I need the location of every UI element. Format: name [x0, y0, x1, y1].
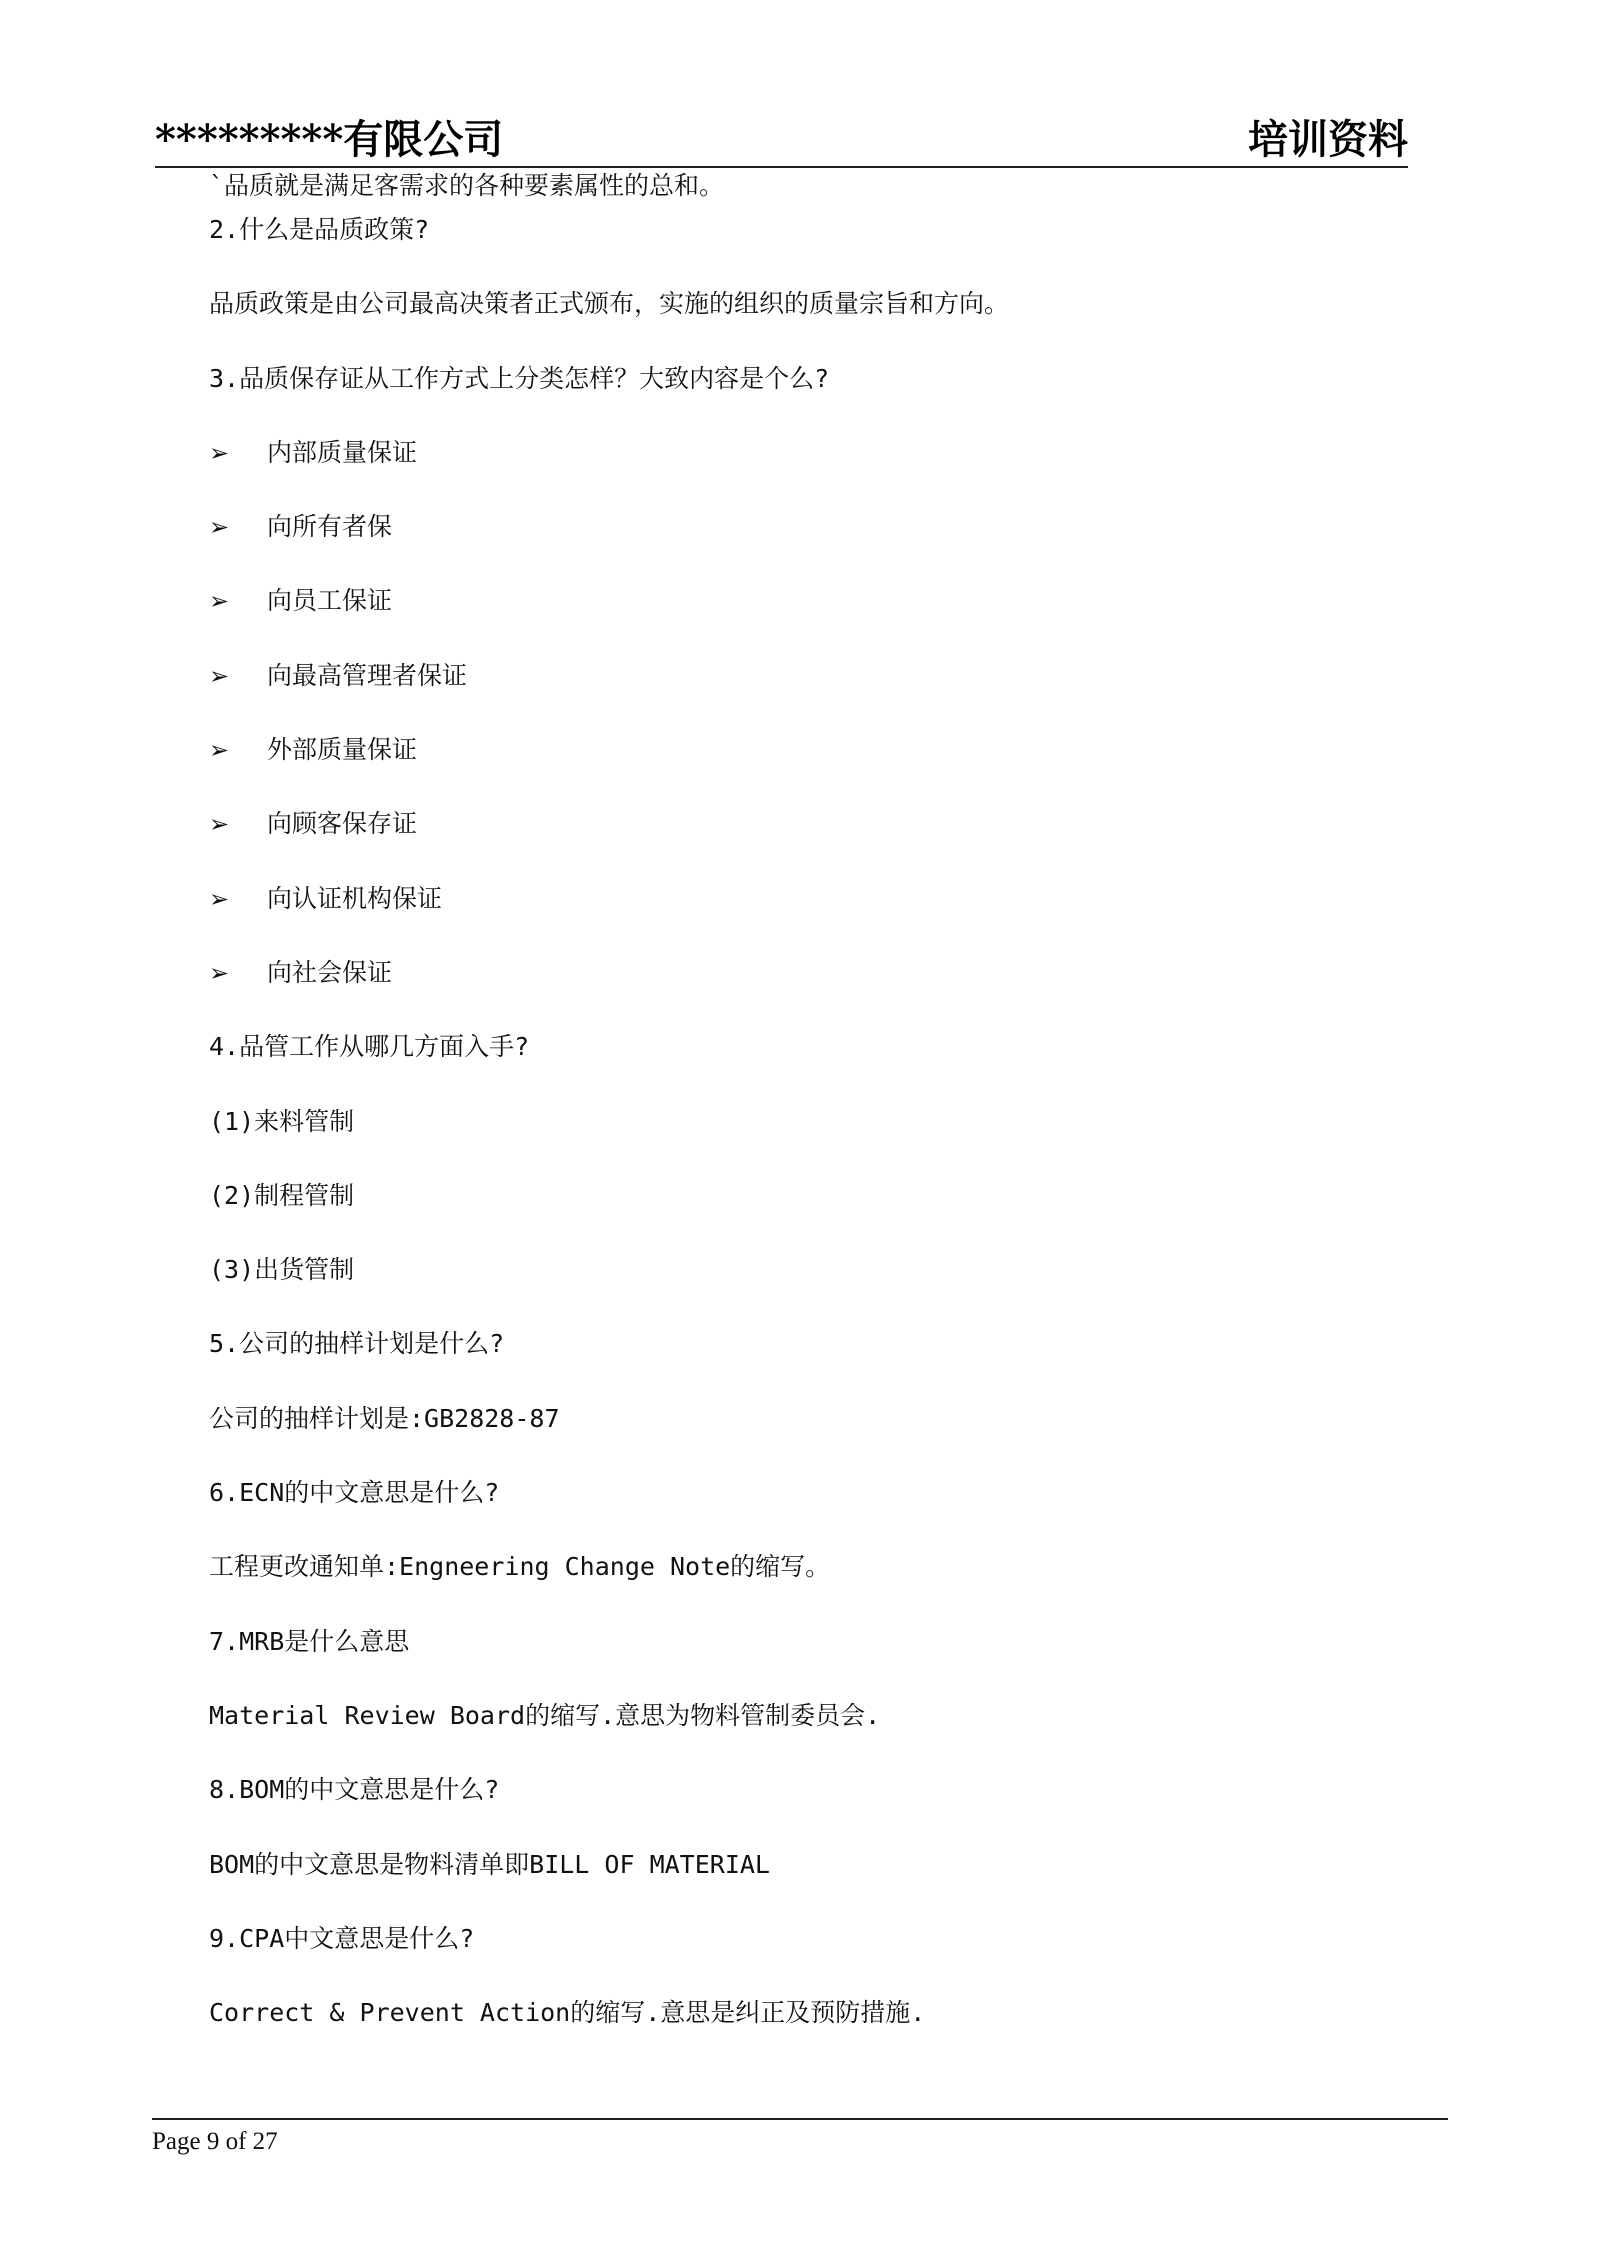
list-item-label: 内部质量保证	[267, 437, 418, 467]
list-item	[209, 804, 1389, 878]
page-number: Page 9 of 27	[152, 2128, 278, 2155]
company-name: *********有限公司	[155, 116, 504, 163]
q7-answer: Material Review Board的缩写.意思为物料管制委员会.	[209, 1700, 881, 1730]
list-item-label: 向社会保证	[267, 957, 393, 987]
list-item-label: 向认证机构保证	[267, 883, 443, 913]
list-item-label: 向员工保证	[267, 586, 393, 616]
list-item: (2)制程管制	[209, 1180, 355, 1210]
question-8: 8.BOM的中文意思是什么?	[209, 1775, 500, 1805]
list-item-label: 外部质量保证	[267, 735, 418, 765]
arrow-bullet-icon: ➢	[209, 884, 230, 913]
arrow-bullet-icon: ➢	[209, 661, 230, 690]
arrow-bullet-icon: ➢	[209, 438, 230, 467]
list-item	[209, 879, 1389, 953]
question-9: 9.CPA中文意思是什么?	[209, 1923, 475, 1953]
q1-answer: `品质就是满足客需求的各种要素属性的总和。	[209, 171, 725, 200]
arrow-bullet-icon: ➢	[209, 587, 230, 616]
page-footer	[152, 2118, 1448, 2155]
q8-answer: BOM的中文意思是物料清单即BILL OF MATERIAL	[209, 1849, 770, 1879]
q5-answer: 公司的抽样计划是:GB2828-87	[209, 1403, 560, 1433]
q6-answer: 工程更改通知单:Engneering Change Note的缩写。	[209, 1552, 831, 1582]
page-header	[155, 108, 1408, 168]
list-item-label: 向顾客保存证	[267, 809, 418, 839]
question-6: 6.ECN的中文意思是什么?	[209, 1478, 500, 1508]
question-4: 4.品管工作从哪几方面入手?	[209, 1032, 530, 1062]
arrow-bullet-icon: ➢	[209, 513, 230, 542]
arrow-bullet-icon: ➢	[209, 736, 230, 765]
list-item	[209, 953, 1389, 1027]
arrow-bullet-icon: ➢	[209, 958, 230, 987]
list-item-label: 向最高管理者保证	[267, 660, 468, 690]
q9-answer: Correct & Prevent Action的缩写.意思是纠正及预防措施.	[209, 1998, 926, 2028]
arrow-bullet-icon: ➢	[209, 810, 230, 839]
question-5: 5.公司的抽样计划是什么?	[209, 1329, 505, 1359]
q2-answer: 品质政策是由公司最高决策者正式颁布，实施的组织的质量宗旨和方向。	[209, 289, 1010, 319]
question-2: 2.什么是品质政策?	[209, 215, 430, 244]
list-item: (3)出货管制	[209, 1255, 355, 1285]
document-type: 培训资料	[1248, 116, 1408, 163]
list-item	[209, 656, 1389, 730]
list-item: (1)来料管制	[209, 1106, 355, 1136]
question-7: 7.MRB是什么意思	[209, 1626, 410, 1656]
list-item-label: 向所有者保	[267, 512, 393, 542]
list-item	[209, 730, 1389, 804]
list-item	[209, 507, 1389, 581]
list-item	[209, 433, 1389, 507]
list-item	[209, 581, 1389, 655]
question-3: 3.品质保存证从工作方式上分类怎样？大致内容是个么?	[209, 363, 830, 393]
document-body	[209, 166, 1389, 2067]
